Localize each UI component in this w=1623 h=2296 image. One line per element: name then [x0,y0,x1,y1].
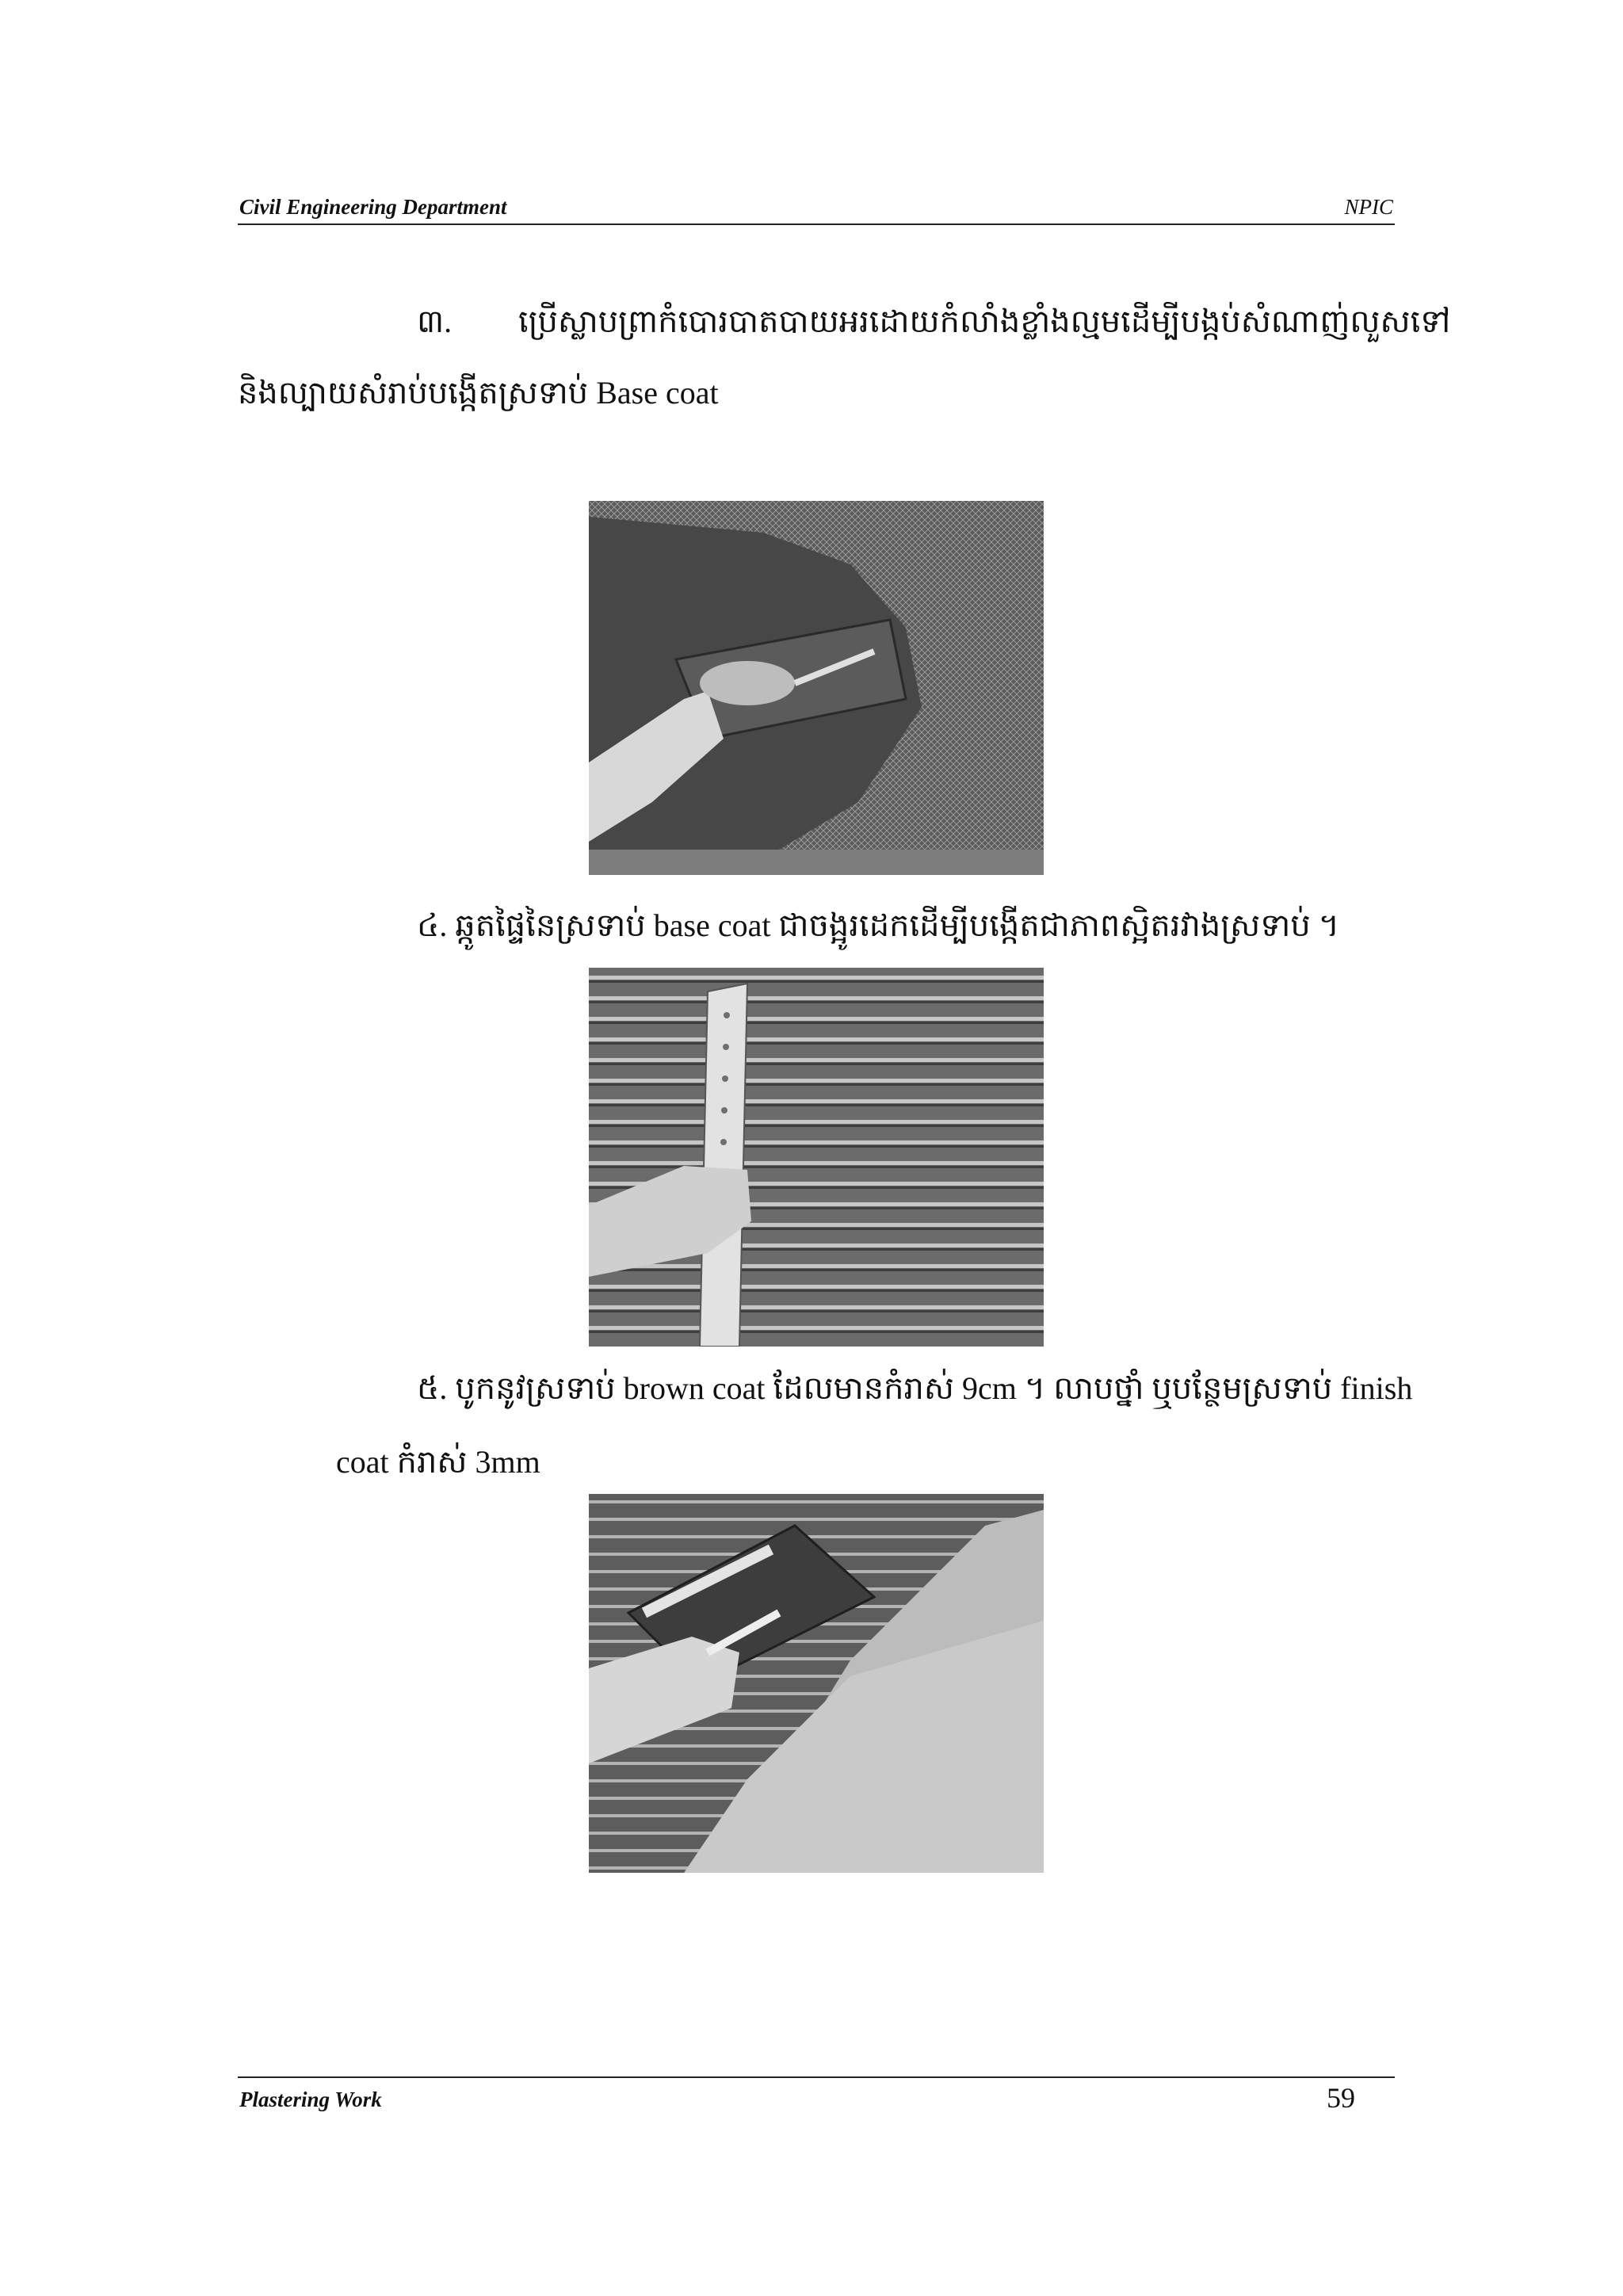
photo-applying-brown-coat [589,1494,1044,1873]
page-header [238,192,1395,225]
photo-trowel-on-mesh [589,501,1044,875]
step3-text: ប្រើស្លាបព្រាកំបោរបាតបាយអរដោយកំលាំងខ្លាំងល្មមដើម្បីបង្កប់សំណាញ់លួសទៅ [518,304,1451,339]
step5-line2: coat កំរាស់ 3mm [336,1444,540,1480]
step4-caption: ៤. ឆ្កូតផ្ទៃនៃស្រទាប់ base coat ជាចង្អូរដេកដើម្បីបង្កើតជាភាពស្អិតរវាងស្រទាប់ ។ [417,907,1340,943]
step3-line1 [417,303,1450,341]
step3-line2: និងល្បាយសំរាប់បង្កើតស្រទាប់ Base coat [238,375,719,411]
page-footer [238,2076,1395,2121]
chapter-title: Plastering Work [239,2088,382,2111]
step3-number: ៣. [417,304,453,339]
step5-line1: ៥. បូកនូវស្រទាប់ brown coat ដែលមានកំរាស់ 9cm ។ លាបថ្នាំ ឬបន្ថែមស្រទាប់ finish [417,1370,1413,1406]
department-name: Civil Engineering Department [239,195,507,219]
photo-scoring-base-coat [589,968,1044,1347]
institution-name: NPIC [1344,195,1393,219]
page-number: 59 [1327,2082,1355,2114]
